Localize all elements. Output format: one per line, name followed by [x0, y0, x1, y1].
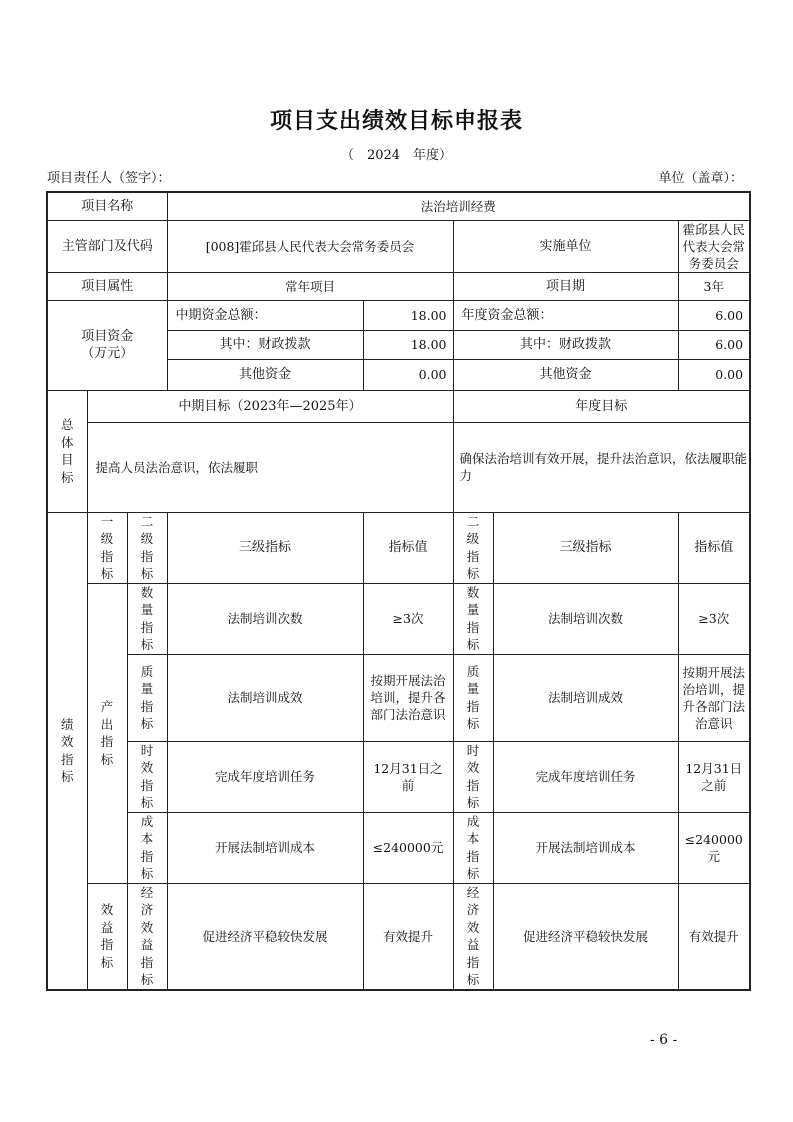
- level3-cell: 法制培训成效: [167, 654, 363, 741]
- level3-cell: 法制培训次数: [167, 583, 363, 654]
- mid-other-value: 0.00: [363, 359, 453, 390]
- year-goal-header: 年度目标: [453, 390, 750, 422]
- value-cell-right: 12月31日之前: [678, 741, 750, 812]
- level2-header: 二级指标: [127, 512, 167, 583]
- level2-cell: 成本指标: [127, 812, 167, 883]
- value-cell-right: ≤240000元: [678, 812, 750, 883]
- level3-header: 三级指标: [167, 512, 363, 583]
- page-title: 项目支出绩效目标申报表: [269, 109, 523, 134]
- dept-label: 主管部门及代码: [47, 220, 167, 272]
- attr-value: 常年项目: [167, 272, 453, 300]
- year-fiscal-value: 6.00: [678, 330, 750, 359]
- project-name-value: 法治培训经费: [167, 192, 750, 220]
- value-cell-right: ≥3次: [678, 583, 750, 654]
- mid-other-label: 其他资金: [167, 359, 363, 390]
- level2-cell: 数量指标: [127, 583, 167, 654]
- value-cell: ≥3次: [363, 583, 453, 654]
- year-other-value: 0.00: [678, 359, 750, 390]
- year-line: （ 2024 年度）: [340, 148, 453, 163]
- level2-cell-right: 质量指标: [453, 654, 493, 741]
- period-value: 3年: [678, 272, 750, 300]
- overall-goal-label: 总体目标: [47, 390, 87, 512]
- perf-label: 绩效指标: [47, 512, 87, 990]
- impl-unit-value: 霍邱县人民代表大会常务委员会: [678, 220, 750, 272]
- level3-cell-right: 法制培训成效: [493, 654, 678, 741]
- level3-header-right: 三级指标: [493, 512, 678, 583]
- benefit-indicator-label: 效益指标: [87, 883, 127, 990]
- impl-unit-label: 实施单位: [453, 220, 678, 272]
- level3-cell: 促进经济平稳较快发展: [167, 883, 363, 990]
- value-cell: 有效提升: [363, 883, 453, 990]
- level3-cell-right: 促进经济平稳较快发展: [493, 883, 678, 990]
- level2-cell: 时效指标: [127, 741, 167, 812]
- level2-cell-right: 经济效益指标: [453, 883, 493, 990]
- mid-total-value: 18.00: [363, 300, 453, 330]
- level2-cell-right: 成本指标: [453, 812, 493, 883]
- mid-fiscal-label: 其中：财政拨款: [167, 330, 363, 359]
- attr-label: 项目属性: [47, 272, 167, 300]
- mid-goal-text: 提高人员法治意识，依法履职: [87, 422, 453, 512]
- level2-header-right: 二级指标: [453, 512, 493, 583]
- mid-fiscal-value: 18.00: [363, 330, 453, 359]
- year-other-label: 其他资金: [453, 359, 678, 390]
- mid-total-label: 中期资金总额：: [167, 300, 363, 330]
- year-fiscal-label: 其中：财政拨款: [453, 330, 678, 359]
- value-header-right: 指标值: [678, 512, 750, 583]
- value-cell-right: 按期开展法治培训，提升各部门法治意识: [678, 654, 750, 741]
- unit-seal-label: 单位（盖章）：: [658, 171, 743, 186]
- level2-cell: 质量指标: [127, 654, 167, 741]
- responsible-signature-label: 项目责任人（签字）：: [47, 171, 171, 186]
- output-indicator-label: 产出指标: [87, 583, 127, 883]
- value-cell: 按期开展法治培训，提升各部门法治意识: [363, 654, 453, 741]
- level3-cell-right: 完成年度培训任务: [493, 741, 678, 812]
- level3-cell-right: 法制培训次数: [493, 583, 678, 654]
- dept-value: [008]霍邱县人民代表大会常务委员会: [167, 220, 453, 272]
- period-label: 项目期: [453, 272, 678, 300]
- value-header: 指标值: [363, 512, 453, 583]
- level3-cell: 完成年度培训任务: [167, 741, 363, 812]
- performance-target-table: [46, 191, 751, 991]
- funds-label: 项目资金（万元）: [47, 300, 167, 390]
- level2-cell: 经济效益指标: [127, 883, 167, 990]
- value-cell: 12月31日之前: [363, 741, 453, 812]
- level1-header: 一级指标: [87, 512, 127, 583]
- year-total-value: 6.00: [678, 300, 750, 330]
- level3-cell-right: 开展法制培训成本: [493, 812, 678, 883]
- level3-cell: 开展法制培训成本: [167, 812, 363, 883]
- year-total-label: 年度资金总额：: [453, 300, 678, 330]
- level2-cell-right: 时效指标: [453, 741, 493, 812]
- mid-goal-header: 中期目标（2023年—2025年）: [87, 390, 453, 422]
- value-cell: ≤240000元: [363, 812, 453, 883]
- year-goal-text: 确保法治培训有效开展，提升法治意识，依法履职能力: [453, 422, 750, 512]
- level2-cell-right: 数量指标: [453, 583, 493, 654]
- project-name-label: 项目名称: [47, 192, 167, 220]
- page-number: - 6 -: [650, 1032, 678, 1048]
- value-cell-right: 有效提升: [678, 883, 750, 990]
